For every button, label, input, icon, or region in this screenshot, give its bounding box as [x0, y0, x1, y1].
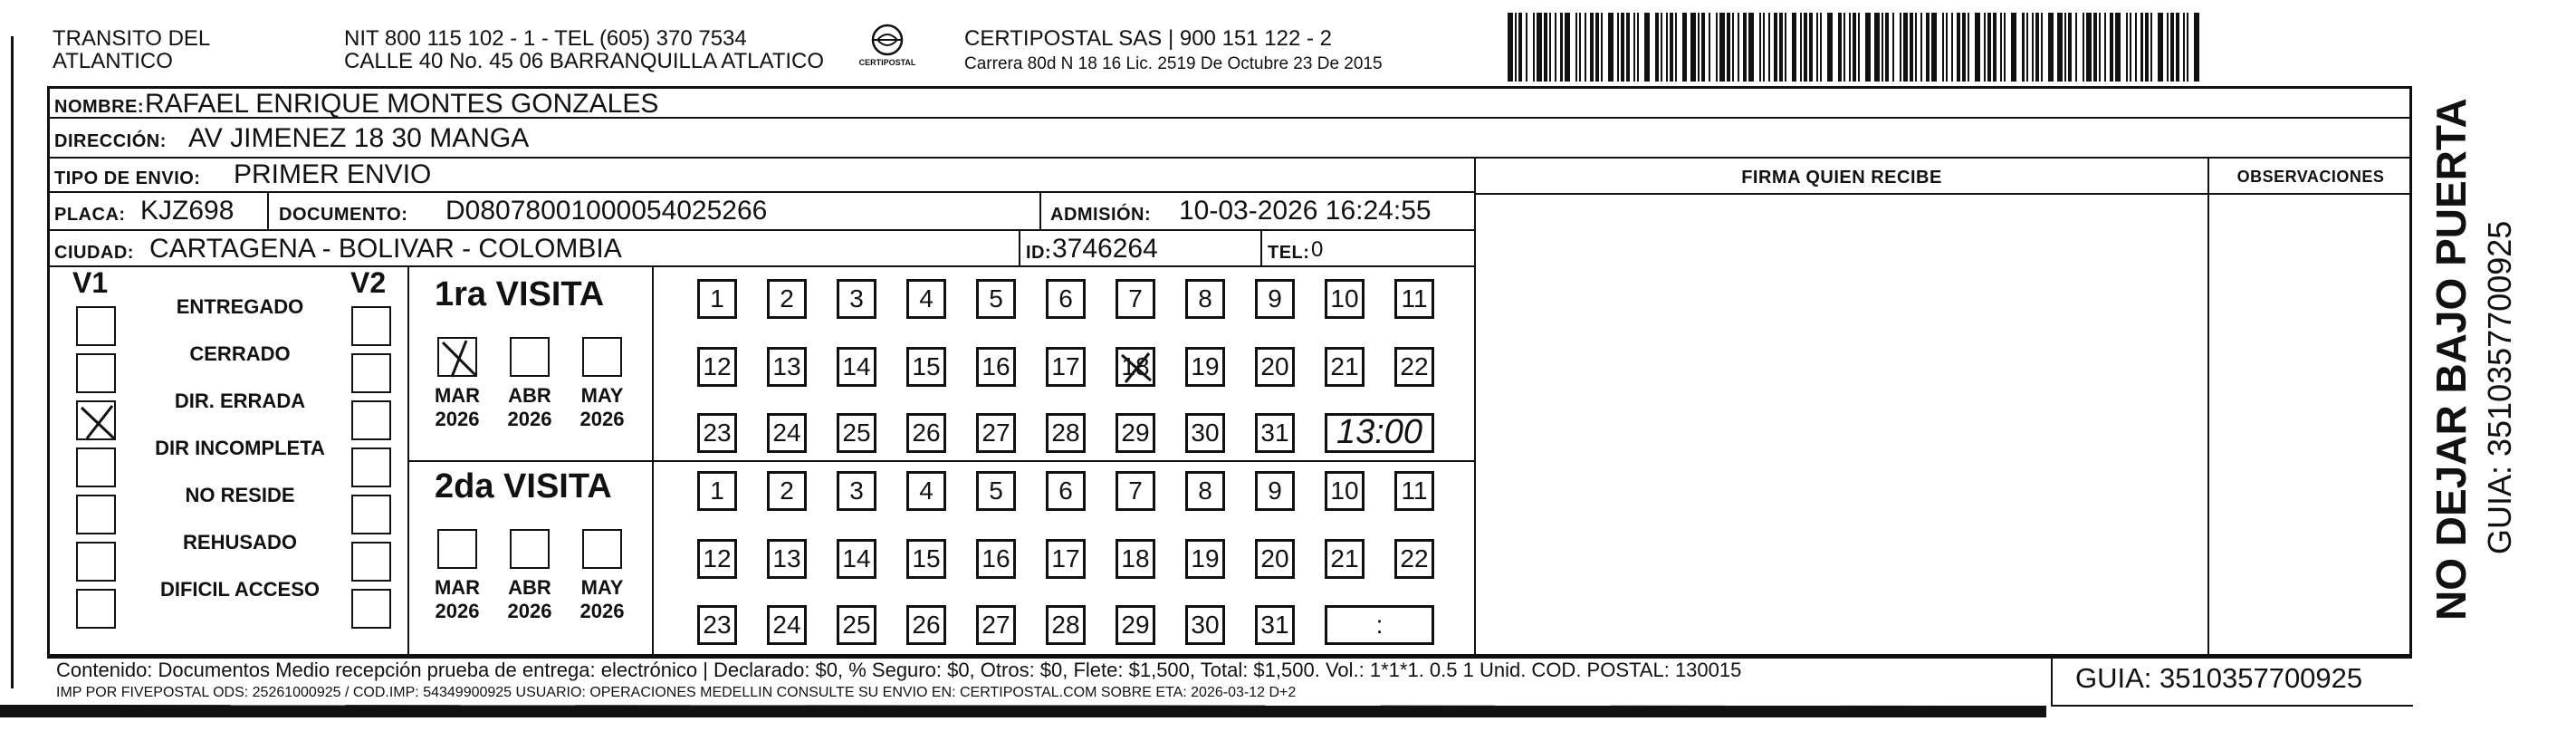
- visit-month-label: MAR 2026: [434, 576, 481, 622]
- visit-month-checkbox[interactable]: [437, 529, 477, 569]
- barcode-bar: [1931, 13, 1937, 82]
- visit-day-box[interactable]: 11: [1394, 279, 1434, 319]
- visit-day-box[interactable]: 12: [697, 539, 737, 579]
- visit-day-box[interactable]: 5: [976, 279, 1016, 319]
- barcode-bar: [1565, 13, 1570, 82]
- visit-day-box[interactable]: 17: [1046, 539, 1086, 579]
- v2-checkbox[interactable]: [351, 495, 391, 534]
- barcode-bar: [2176, 13, 2179, 82]
- admision-value: 10-03-2026 16:24:55: [1179, 196, 1432, 226]
- visit-day-box[interactable]: 22: [1394, 539, 1434, 579]
- v2-checkbox[interactable]: [351, 542, 391, 582]
- v1-checkbox[interactable]: [76, 495, 116, 534]
- barcode-bar: [1537, 13, 1542, 82]
- visit-day-box[interactable]: 20: [1255, 347, 1295, 387]
- barcode-bar: [2022, 13, 2025, 82]
- v1-checkbox[interactable]: [76, 542, 116, 582]
- barcode-bar: [1515, 13, 1517, 82]
- footer-line: [47, 654, 2412, 656]
- barcode-bar: [1968, 13, 1969, 82]
- sender-nit: NIT 800 115 102 - 1 - TEL (605) 370 7534: [344, 26, 747, 51]
- barcode-bar: [1637, 13, 1639, 82]
- visit-month-label: MAY 2026: [579, 384, 625, 430]
- visit-day-box[interactable]: 29: [1116, 413, 1155, 453]
- barcode-bar: [1555, 13, 1556, 82]
- tel-divider: [1260, 231, 1262, 267]
- tel-label: TEL:: [1268, 243, 1310, 263]
- barcode-bar: [2000, 13, 2002, 82]
- barcode-bar: [1779, 13, 1783, 82]
- barcode-bar: [2130, 13, 2131, 82]
- v2-checkbox[interactable]: [351, 400, 391, 440]
- visit-day-box[interactable]: 7: [1116, 471, 1155, 511]
- nombre-value: RAFAEL ENRIQUE MONTES GONZALES: [145, 89, 659, 119]
- barcode-bar: [1785, 13, 1786, 82]
- v1-checkbox[interactable]: [76, 306, 116, 346]
- barcode-bar: [1838, 13, 1842, 82]
- barcode-bar: [1732, 13, 1734, 82]
- barcode-bar: [1709, 13, 1710, 82]
- visit-day-box[interactable]: 31: [1255, 605, 1295, 645]
- visit-day-box[interactable]: 3: [837, 471, 876, 511]
- barcode-bar: [1885, 13, 1889, 82]
- visit-day-box[interactable]: 19: [1185, 347, 1225, 387]
- visit-day-box[interactable]: 15: [906, 539, 946, 579]
- barcode-bar: [1984, 13, 1986, 82]
- sender-name-line2: ATLANTICO: [53, 49, 173, 73]
- placa-label: PLACA:: [54, 205, 126, 225]
- visit-day-box[interactable]: 13: [767, 347, 807, 387]
- barcode-bar: [1560, 13, 1564, 82]
- barcode-bar: [1853, 13, 1856, 82]
- barcode-bar: [1670, 13, 1673, 82]
- barcode-bar: [1763, 13, 1765, 82]
- observaciones-label: OBSERVACIONES: [2236, 168, 2385, 186]
- guia-box-text: GUIA: 3510357700925: [2075, 662, 2363, 694]
- visit-month-label: ABR 2026: [507, 384, 552, 430]
- barcode-bar: [1800, 13, 1802, 82]
- firma-label: FIRMA QUIEN RECIBE: [1741, 168, 1942, 188]
- status-option-label: REHUSADO: [183, 531, 297, 553]
- sender-address: CALLE 40 No. 45 06 BARRANQUILLA ATLATICO: [344, 49, 825, 73]
- barcode-bar: [1675, 13, 1677, 82]
- barcode-bar: [2110, 13, 2113, 82]
- visit-day-box[interactable]: 28: [1046, 413, 1086, 453]
- guia-box-divider: [2051, 654, 2053, 707]
- barcode-bar: [1727, 13, 1730, 82]
- company-line: CERTIPOSTAL SAS | 900 151 122 - 2: [964, 26, 1332, 51]
- barcode: [1508, 13, 2205, 82]
- barcode-bar: [1633, 13, 1635, 82]
- barcode-bar: [2104, 13, 2106, 82]
- barcode-bar: [2068, 13, 2072, 82]
- barcode-bar: [2035, 13, 2039, 82]
- barcode-bar: [1716, 13, 1718, 82]
- barcode-bar: [1774, 13, 1777, 82]
- visit-day-box[interactable]: 27: [976, 413, 1016, 453]
- visit-day-box[interactable]: 10: [1325, 279, 1365, 319]
- license-line: Carrera 80d N 18 16 Lic. 2519 De Octubre 23 De 2015: [964, 54, 1383, 73]
- visit-month-label: ABR 2026: [507, 576, 552, 622]
- barcode-bar: [2126, 13, 2128, 82]
- visit-month-checkbox[interactable]: [582, 529, 622, 569]
- tel-value: 0: [1311, 237, 1324, 262]
- admision-divider: [1039, 193, 1041, 231]
- visit-day-box[interactable]: 31: [1255, 413, 1295, 453]
- barcode-bar: [2083, 13, 2084, 82]
- visit-day-box[interactable]: 25: [837, 605, 876, 645]
- barcode-bar: [1590, 13, 1594, 82]
- barcode-bar: [1585, 13, 1586, 82]
- barcode-bar: [1617, 13, 1619, 82]
- status-option-label: NO RESIDE: [185, 484, 295, 506]
- v1-label: V1: [72, 266, 109, 299]
- barcode-bar: [2140, 13, 2144, 82]
- ciudad-label: CIUDAD:: [54, 243, 134, 263]
- barcode-bar: [1655, 13, 1659, 82]
- barcode-bar: [2167, 13, 2169, 82]
- visit-day-box[interactable]: 1: [697, 279, 737, 319]
- barcode-bar: [1946, 13, 1948, 82]
- barcode-bar: [1820, 13, 1822, 82]
- visit-month-checkbox[interactable]: [582, 337, 622, 377]
- v1-checkbox[interactable]: [76, 353, 116, 393]
- second-visit-label: 2da VISITA: [435, 467, 612, 505]
- logo-text: CERTIPOSTAL: [858, 58, 916, 67]
- visit-day-box[interactable]: 13: [767, 539, 807, 579]
- v2-checkbox[interactable]: [351, 306, 391, 346]
- barcode-bar: [2170, 13, 2174, 82]
- barcode-bar: [1792, 13, 1797, 82]
- left-edge-mark: [11, 36, 14, 688]
- visit-day-box[interactable]: 6: [1046, 471, 1086, 511]
- barcode-bar: [1608, 13, 1614, 82]
- ciudad-value: CARTAGENA - BOLIVAR - COLOMBIA: [149, 234, 622, 264]
- barcode-bar: [1804, 13, 1807, 82]
- tipo-envio-value: PRIMER ENVIO: [234, 159, 432, 189]
- barcode-bar: [1987, 13, 1991, 82]
- visit-day-box[interactable]: 18: [1116, 539, 1155, 579]
- visit-day-box[interactable]: 30: [1185, 605, 1225, 645]
- barcode-bar: [1816, 13, 1818, 82]
- barcode-bar: [2135, 13, 2137, 82]
- barcode-bar: [2032, 13, 2034, 82]
- observaciones-area[interactable]: [2211, 196, 2408, 652]
- visit-day-box[interactable]: 2: [767, 471, 807, 511]
- barcode-bar: [1518, 13, 1522, 82]
- visit-day-box[interactable]: 16: [976, 347, 1016, 387]
- v1-checkbox[interactable]: [76, 589, 116, 629]
- barcode-bar: [2115, 13, 2121, 82]
- barcode-bar: [1575, 13, 1577, 82]
- documento-label: DOCUMENTO:: [279, 205, 408, 225]
- nombre-label: NOMBRE:: [54, 97, 145, 117]
- barcode-bar: [1975, 13, 1980, 82]
- id-divider: [1019, 231, 1020, 267]
- visit-day-box[interactable]: 8: [1185, 471, 1225, 511]
- barcode-bar: [2187, 13, 2188, 82]
- day-mark: [1118, 350, 1154, 395]
- barcode-bar: [1827, 13, 1833, 82]
- visit-day-box[interactable]: 28: [1046, 605, 1086, 645]
- documento-value: D08078001000054025266: [445, 196, 768, 226]
- visit-month-label: MAY 2026: [579, 576, 625, 622]
- barcode-bar: [1915, 13, 1917, 82]
- visit-month-checkbox[interactable]: [510, 529, 550, 569]
- visit-day-box[interactable]: 24: [767, 605, 807, 645]
- barcode-bar: [1892, 13, 1894, 82]
- barcode-bar: [1690, 13, 1696, 82]
- status-option-label: ENTREGADO: [176, 295, 304, 318]
- firma-area[interactable]: [1478, 196, 2206, 652]
- barcode-bar: [2194, 13, 2199, 82]
- barcode-bar: [1874, 13, 1880, 82]
- side-guia: GUIA: 3510357700925: [2481, 220, 2518, 554]
- barcode-bar: [2004, 13, 2006, 82]
- barcode-bar: [1508, 13, 1513, 82]
- barcode-bar: [2158, 13, 2163, 82]
- barcode-bar: [2011, 13, 2016, 82]
- contenido-text: Contenido: Documentos Medio recepción prueba de entrega: electrónico | Declarado: $0, % Seguro: $0, Otros: $0, Flete: $1,500, Total: $1,500. Vol.: 1*1*1. 0.5 1 Unid. COD. POSTAL: 130015: [56, 659, 1742, 681]
- second-visit-time[interactable]: :: [1325, 605, 1434, 645]
- sender-name-line1: TRANSITO DEL: [53, 26, 211, 51]
- tipo-envio-label: TIPO DE ENVIO:: [54, 168, 201, 188]
- barcode-bar: [1843, 13, 1845, 82]
- visit-day-box[interactable]: 4: [906, 471, 946, 511]
- barcode-bar: [2048, 13, 2054, 82]
- visit-day-box[interactable]: 21: [1325, 539, 1365, 579]
- direccion-value: AV JIMENEZ 18 30 MANGA: [188, 123, 530, 153]
- v2-checkbox[interactable]: [351, 353, 391, 393]
- barcode-bar: [2093, 13, 2097, 82]
- visit-day-box[interactable]: 23: [697, 413, 737, 453]
- visit-month-label: MAR 2026: [434, 384, 481, 430]
- visit-day-box[interactable]: 5: [976, 471, 1016, 511]
- barcode-bar: [1701, 13, 1705, 82]
- status-option-label: CERRADO: [189, 342, 291, 365]
- bottom-scan-edge: [0, 699, 2046, 717]
- barcode-bar: [1957, 13, 1960, 82]
- visit-day-box[interactable]: 26: [906, 413, 946, 453]
- certipostal-logo: [847, 22, 928, 76]
- visit-day-box[interactable]: 9: [1255, 279, 1295, 319]
- imp-text: IMP POR FIVEPOSTAL ODS: 25261000925 / COD.IMP: 54349900925 USUARIO: OPERACIONES MEDELLIN CONSULTE SU ENVIO EN: CERTIPOSTAL.COM SOBRE ETA: 2026-03-12 D+2: [56, 685, 1297, 700]
- barcode-bar: [2064, 13, 2066, 82]
- visit-day-box[interactable]: 24: [767, 413, 807, 453]
- barcode-bar: [1549, 13, 1551, 82]
- barcode-bar: [1903, 13, 1909, 82]
- barcode-bar: [1644, 13, 1650, 82]
- barcode-bar: [1544, 13, 1547, 82]
- visit-day-box[interactable]: 1: [697, 471, 737, 511]
- barcode-bar: [2026, 13, 2028, 82]
- visit-day-box[interactable]: 25: [837, 413, 876, 453]
- visit-month-checkbox[interactable]: [437, 337, 477, 377]
- barcode-bar: [1849, 13, 1851, 82]
- visit-day-box[interactable]: 10: [1325, 471, 1365, 511]
- visit-day-box[interactable]: 16: [976, 539, 1016, 579]
- placa-value: KJZ698: [140, 196, 235, 226]
- visit-day-box[interactable]: 15: [906, 347, 946, 387]
- visit-day-box[interactable]: 22: [1394, 347, 1434, 387]
- barcode-bar: [1882, 13, 1883, 82]
- barcode-bar: [2057, 13, 2063, 82]
- visit-day-box[interactable]: 17: [1046, 347, 1086, 387]
- obs-column-divider: [2207, 159, 2209, 654]
- barcode-bar: [1601, 13, 1603, 82]
- barcode-bar: [1595, 13, 1599, 82]
- visit-day-box[interactable]: 6: [1046, 279, 1086, 319]
- visit-day-box[interactable]: 20: [1255, 539, 1295, 579]
- id-label: ID:: [1026, 243, 1052, 263]
- first-visit-label: 1ra VISITA: [435, 275, 605, 313]
- v1-checkbox[interactable]: [76, 447, 116, 487]
- barcode-bar: [1768, 13, 1770, 82]
- barcode-bar: [1910, 13, 1913, 82]
- status-option-label: DIFICIL ACCESO: [159, 578, 320, 601]
- barcode-bar: [1661, 13, 1662, 82]
- first-visit-time[interactable]: 13:00: [1325, 413, 1434, 453]
- visit-row-divider: [407, 460, 1474, 462]
- barcode-bar: [2075, 13, 2077, 82]
- barcode-bar: [2041, 13, 2043, 82]
- barcode-bar: [1719, 13, 1725, 82]
- barcode-bar: [1993, 13, 1997, 82]
- visit-day-box[interactable]: 30: [1185, 413, 1225, 453]
- barcode-bar: [1748, 13, 1754, 82]
- v2-label: V2: [350, 266, 387, 299]
- barcode-bar: [2099, 13, 2101, 82]
- barcode-bar: [1809, 13, 1813, 82]
- barcode-bar: [1682, 13, 1688, 82]
- firma-column-divider: [1474, 159, 1476, 654]
- barcode-bar: [1579, 13, 1581, 82]
- barcode-bar: [1858, 13, 1860, 82]
- visit-day-box[interactable]: 7: [1116, 279, 1155, 319]
- barcode-bar: [1926, 13, 1930, 82]
- barcode-bar: [2150, 13, 2152, 82]
- placa-divider: [267, 193, 269, 231]
- barcode-bar: [1951, 13, 1953, 82]
- visit-day-box[interactable]: 14: [837, 539, 876, 579]
- visit-day-box[interactable]: 9: [1255, 471, 1295, 511]
- visit-day-box[interactable]: 3: [837, 279, 876, 319]
- visit-day-box[interactable]: 27: [976, 605, 1016, 645]
- barcode-bar: [1865, 13, 1871, 82]
- barcode-bar: [1626, 13, 1630, 82]
- visit-day-box[interactable]: 11: [1394, 471, 1434, 511]
- id-value: 3746264: [1052, 234, 1158, 264]
- barcode-bar: [1526, 13, 1527, 82]
- visit-day-box[interactable]: 19: [1185, 539, 1225, 579]
- visit-day-box[interactable]: 2: [767, 279, 807, 319]
- visit-day-box[interactable]: 29: [1116, 605, 1155, 645]
- barcode-bar: [2183, 13, 2185, 82]
- barcode-bar: [1533, 13, 1535, 82]
- v2-checkbox[interactable]: [351, 589, 391, 629]
- barcode-bar: [1698, 13, 1700, 82]
- barcode-bar: [1962, 13, 1966, 82]
- barcode-bar: [1942, 13, 1944, 82]
- footer-bottom-line: [2051, 705, 2413, 707]
- barcode-bar: [1666, 13, 1668, 82]
- status-option-label: DIR INCOMPLETA: [155, 437, 325, 459]
- status-option-label: DIR. ERRADA: [174, 390, 306, 412]
- barcode-bar: [1743, 13, 1747, 82]
- barcode-bar: [2086, 13, 2092, 82]
- direccion-label: DIRECCIÓN:: [54, 131, 167, 151]
- barcode-bar: [1900, 13, 1901, 82]
- visit-month-checkbox[interactable]: [510, 337, 550, 377]
- barcode-bar: [1759, 13, 1761, 82]
- visit-day-box[interactable]: 18: [1116, 347, 1155, 387]
- v2-checkbox[interactable]: [351, 447, 391, 487]
- barcode-bar: [1738, 13, 1739, 82]
- visit-day-box[interactable]: 8: [1185, 279, 1225, 319]
- visit-day-box[interactable]: 12: [697, 347, 737, 387]
- visit-day-box[interactable]: 4: [906, 279, 946, 319]
- barcode-bar: [1920, 13, 1922, 82]
- admision-label: ADMISIÓN:: [1050, 205, 1152, 225]
- firma-header-line: [1476, 193, 2410, 195]
- visit-day-box[interactable]: 14: [837, 347, 876, 387]
- barcode-bar: [2145, 13, 2149, 82]
- visit-day-box[interactable]: 23: [697, 605, 737, 645]
- visit-day-box[interactable]: 26: [906, 605, 946, 645]
- barcode-bar: [1621, 13, 1624, 82]
- no-dejar-warning: NO DEJAR BAJO PUERTA: [2428, 98, 2475, 621]
- visit-day-box[interactable]: 21: [1325, 347, 1365, 387]
- v1-checkbox[interactable]: [76, 400, 116, 440]
